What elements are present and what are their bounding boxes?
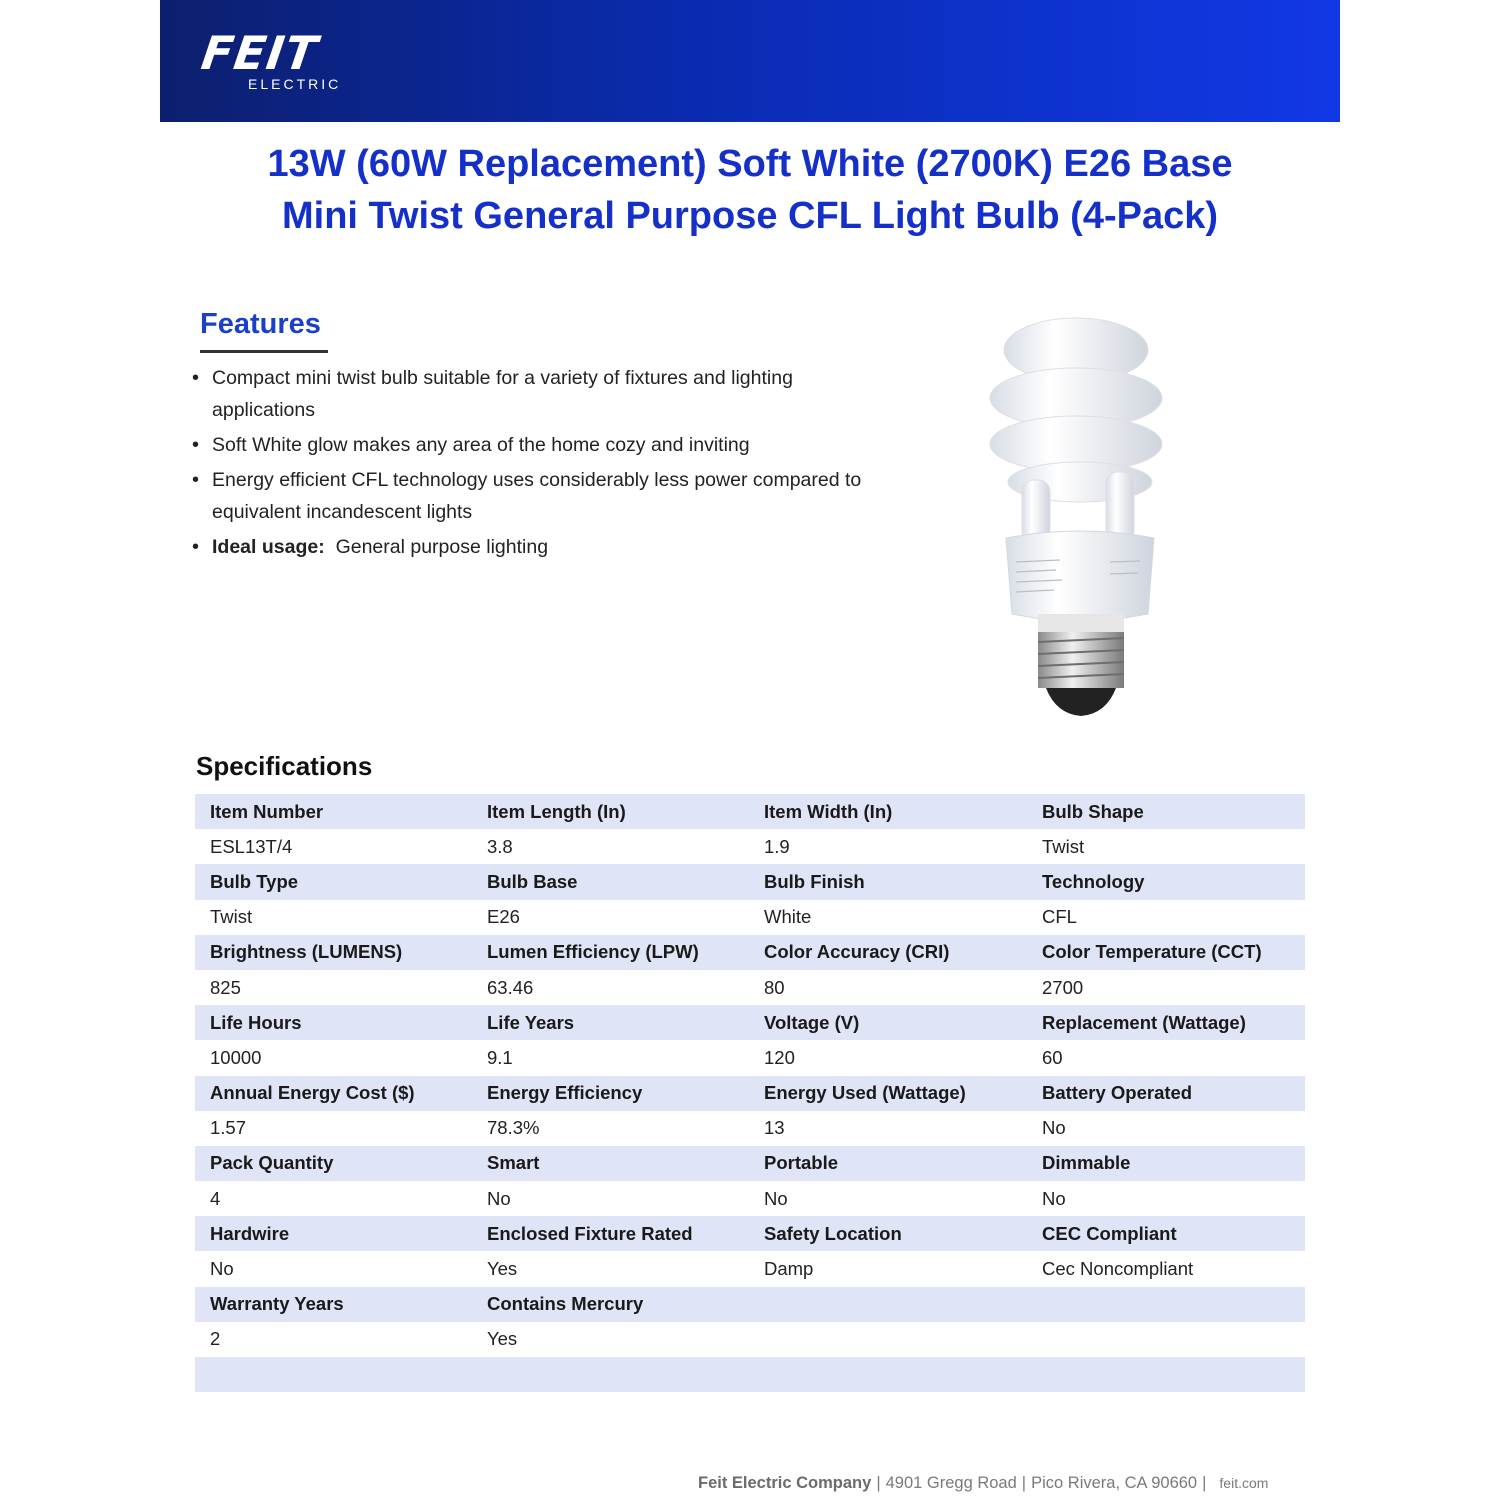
spec-label: Brightness (LUMENS) <box>195 935 472 970</box>
spec-value: 1.57 <box>195 1111 472 1146</box>
spec-value: 4 <box>195 1181 472 1216</box>
logo-subtitle: ELECTRIC <box>248 76 342 92</box>
ideal-usage-value: General purpose lighting <box>335 536 549 558</box>
spec-label: Annual Energy Cost ($) <box>195 1076 472 1111</box>
spec-value: 63.46 <box>472 970 749 1005</box>
spec-value: 825 <box>195 970 472 1005</box>
logo-wordmark: FEIT <box>198 26 322 80</box>
spec-label: Warranty Years <box>195 1287 472 1322</box>
spec-label-row <box>195 1005 1305 1040</box>
footer-address: 4901 Gregg Road <box>885 1474 1017 1492</box>
feature-item: • Energy efficient CFL technology uses considerably less power compared to equivalent incandescent lights <box>192 464 872 528</box>
footer-company: Feit Electric Company <box>698 1474 872 1492</box>
spec-label: Life Hours <box>195 1005 472 1040</box>
spec-value: Yes <box>472 1251 749 1286</box>
spec-label: Bulb Base <box>472 864 749 899</box>
specifications-table <box>195 794 1305 1392</box>
spec-label-row <box>195 864 1305 899</box>
spec-label: Life Years <box>472 1005 749 1040</box>
spec-value: No <box>472 1181 749 1216</box>
spec-label: Color Accuracy (CRI) <box>749 935 1027 970</box>
spec-value: No <box>1027 1111 1305 1146</box>
spec-value-row <box>195 829 1305 864</box>
spec-value: No <box>195 1251 472 1286</box>
product-title <box>160 138 1340 242</box>
spec-label: Portable <box>749 1146 1027 1181</box>
page-footer <box>698 1472 1318 1494</box>
spec-label: Item Width (In) <box>749 794 1027 829</box>
spec-label-row <box>195 935 1305 970</box>
spec-value-row <box>195 1040 1305 1075</box>
spec-value-row <box>195 1251 1305 1286</box>
features-list <box>192 362 872 566</box>
spec-label: Item Length (In) <box>472 794 749 829</box>
item-number-link[interactable]: ESL13T/4 <box>195 829 472 864</box>
footer-city: Pico Rivera, CA 90660 <box>1031 1474 1198 1492</box>
spec-value: 78.3% <box>472 1111 749 1146</box>
spec-value-row <box>195 1111 1305 1146</box>
spec-value: No <box>749 1181 1027 1216</box>
footer-separator: | <box>876 1474 881 1492</box>
spec-value: Twist <box>1027 829 1305 864</box>
spec-value-row <box>195 970 1305 1005</box>
spec-value: 3.8 <box>472 829 749 864</box>
spec-label: Pack Quantity <box>195 1146 472 1181</box>
footer-separator: | <box>1021 1474 1027 1492</box>
spec-label: Energy Used (Wattage) <box>749 1076 1027 1111</box>
ideal-usage-label: Ideal usage: <box>212 536 325 558</box>
spec-label: CEC Compliant <box>1027 1216 1305 1251</box>
spec-value-row <box>195 900 1305 935</box>
spec-label: Energy Efficiency <box>472 1076 749 1111</box>
spec-value: CFL <box>1027 900 1305 935</box>
feature-item: • Soft White glow makes any area of the home cozy and inviting <box>192 429 872 461</box>
product-title-line-2: Mini Twist General Purpose CFL Light Bulb (4-Pack) <box>281 195 1219 237</box>
spec-label: Item Number <box>195 794 472 829</box>
spec-label: Dimmable <box>1027 1146 1305 1181</box>
spec-value <box>749 1322 1027 1357</box>
spec-label: Lumen Efficiency (LPW) <box>472 935 749 970</box>
spec-value <box>1027 1322 1305 1357</box>
product-title-line-1: 13W (60W Replacement) Soft White (2700K) E26 Base <box>267 143 1233 185</box>
footer-separator: | <box>1202 1474 1207 1492</box>
spec-empty-row <box>195 1357 1305 1392</box>
feature-item: • Compact mini twist bulb suitable for a variety of fixtures and lighting applications <box>192 362 872 426</box>
spec-label <box>1027 1287 1305 1322</box>
spec-label: Battery Operated <box>1027 1076 1305 1111</box>
spec-label <box>749 1287 1027 1322</box>
spec-label: Replacement (Wattage) <box>1027 1005 1305 1040</box>
spec-empty-cell <box>195 1357 1305 1392</box>
spec-label-row <box>195 1216 1305 1251</box>
spec-value: No <box>1027 1181 1305 1216</box>
spec-label-row <box>195 1076 1305 1111</box>
spec-value: 60 <box>1027 1040 1305 1075</box>
feature-item-ideal-usage <box>192 531 872 563</box>
spec-value-row <box>195 1322 1305 1357</box>
spec-label-row <box>195 1287 1305 1322</box>
specifications-heading: Specifications <box>196 751 373 781</box>
spec-label: Bulb Finish <box>749 864 1027 899</box>
spec-value: 120 <box>749 1040 1027 1075</box>
spec-value: 10000 <box>195 1040 472 1075</box>
spec-value: Damp <box>749 1251 1027 1286</box>
spec-value: 2700 <box>1027 970 1305 1005</box>
cfl-bulb-image <box>980 310 1180 730</box>
features-underline <box>200 350 328 353</box>
spec-label: Safety Location <box>749 1216 1027 1251</box>
spec-value: 80 <box>749 970 1027 1005</box>
spec-label: Color Temperature (CCT) <box>1027 935 1305 970</box>
spec-label: Bulb Shape <box>1027 794 1305 829</box>
spec-value: Cec Noncompliant <box>1027 1251 1305 1286</box>
spec-value: 9.1 <box>472 1040 749 1075</box>
spec-label: Enclosed Fixture Rated <box>472 1216 749 1251</box>
spec-value: Yes <box>472 1322 749 1357</box>
spec-label: Hardwire <box>195 1216 472 1251</box>
spec-label: Smart <box>472 1146 749 1181</box>
spec-label: Contains Mercury <box>472 1287 749 1322</box>
feit-electric-logo <box>198 26 382 94</box>
features-heading: Features <box>200 308 321 340</box>
spec-label: Bulb Type <box>195 864 472 899</box>
spec-value: 1.9 <box>749 829 1027 864</box>
spec-label: Technology <box>1027 864 1305 899</box>
spec-value: White <box>749 900 1027 935</box>
spec-value-row <box>195 1181 1305 1216</box>
footer-website-link[interactable]: feit.com <box>1219 1475 1269 1491</box>
spec-label: Voltage (V) <box>749 1005 1027 1040</box>
spec-value: Twist <box>195 900 472 935</box>
spec-label-row <box>195 794 1305 829</box>
spec-value: 13 <box>749 1111 1027 1146</box>
spec-label-row <box>195 1146 1305 1181</box>
spec-value: 2 <box>195 1322 472 1357</box>
brand-header <box>160 0 1340 122</box>
spec-value: E26 <box>472 900 749 935</box>
